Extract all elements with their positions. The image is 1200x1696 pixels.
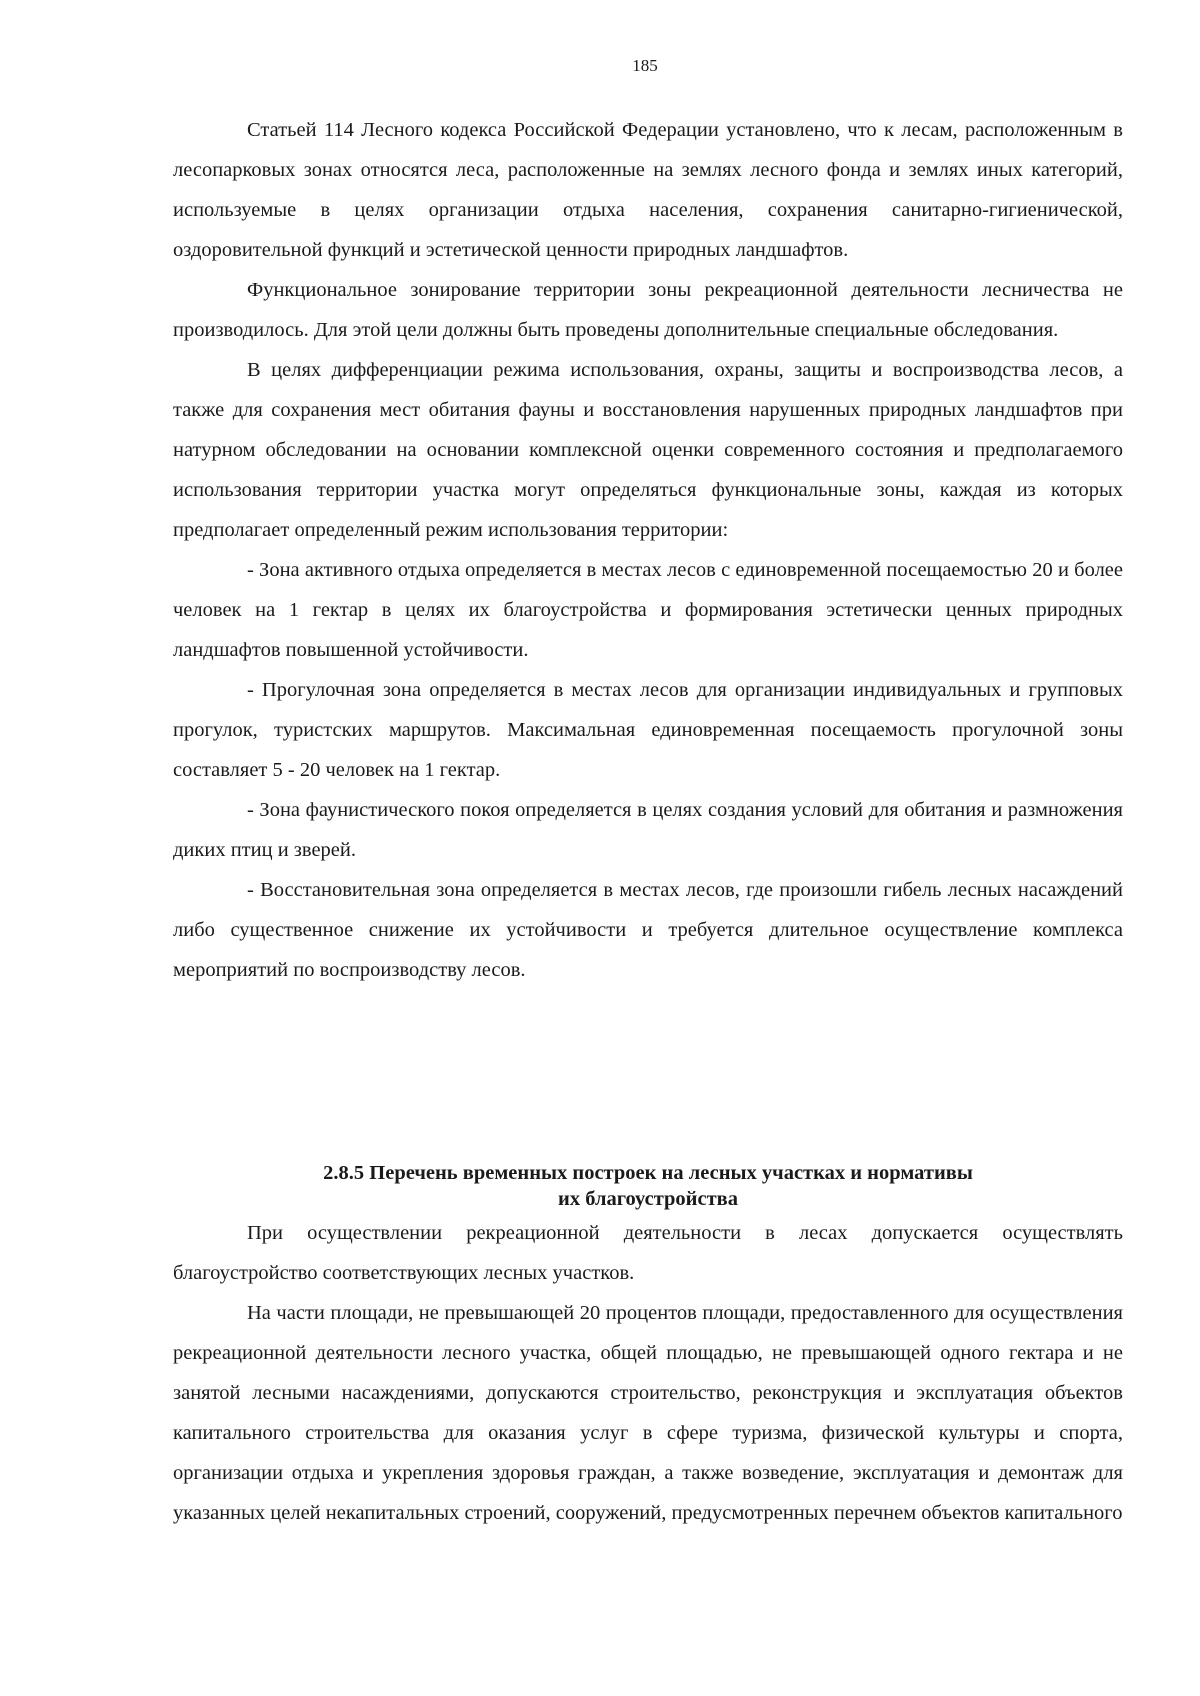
paragraph-forest-code: Статьей 114 Лесного кодекса Российской Федерации установлено, что к лесам, расположенным в лесопарковых зонах относятся леса, расположенные на землях лесного фонда и землях иных категорий, используемые в целях организации отдыха населения, сохранения санитарно-гигиенической, оздоровительной функций и эстетической ценности природных ландшафтов. (173, 119, 1123, 261)
paragraph-restoration-zone: - Восстановительная зона определяется в местах лесов, где произошли гибель лесных насаждений либо существенное снижение их устойчивости и требуется длительное осуществление комплекса мероприятий по воспроизводству лесов. (173, 879, 1123, 981)
section-heading (173, 1160, 1123, 1212)
paragraph-walking-zone: - Прогулочная зона определяется в местах лесов для организации индивидуальных и групповых прогулок, туристских маршрутов. Максимальная единовременная посещаемость прогулочной зоны составляет 5 - 20 человек на 1 гектар. (173, 679, 1123, 781)
paragraph-improvement: При осуществлении рекреационной деятельности в лесах допускается осуществлять благоустройство соответствующих лесных участков. (173, 1222, 1123, 1284)
section-heading-line-2: их благоустройства (558, 1188, 738, 1210)
paragraph-capital-construction: На части площади, не превышающей 20 процентов площади, предоставленного для осуществления рекреационной деятельности лесного участка, общей площадью, не превышающей одного гектара и не занятой лесными насаждениями, допускаются строительство, реконструкция и эксплуатация объектов капитального строительства для оказания услуг в сфере туризма, физической культуры и спорта, организации отдыха и укрепления здоровья граждан, а также возведение, эксплуатация и демонтаж для указанных целей некапитальных строений, сооружений, предусмотренных перечнем объектов капитального (173, 1302, 1123, 1524)
body-text-lower (173, 1213, 1123, 1533)
paragraph-fauna-rest-zone: - Зона фаунистического покоя определяется в целях создания условий для обитания и размножения диких птиц и зверей. (173, 799, 1123, 861)
body-text-upper (173, 110, 1123, 990)
section-heading-line-1: 2.8.5 Перечень временных построек на лесных участках и нормативы (323, 1162, 973, 1184)
paragraph-active-rest-zone: - Зона активного отдыха определяется в местах лесов с единовременной посещаемостью 20 и более человек на 1 гектар в целях их благоустройства и формирования эстетически ценных природных ландшафтов повышенной устойчивости. (173, 559, 1123, 661)
paragraph-functional-zones: В целях дифференциации режима использования, охраны, защиты и воспроизводства лесов, а также для сохранения мест обитания фауны и восстановления нарушенных природных ландшафтов при натурном обследовании на основании комплексной оценки современного состояния и предполагаемого использования территории участка могут определяться функциональные зоны, каждая из которых предполагает определенный режим использования территории: (173, 359, 1123, 541)
page-number: 185 (632, 56, 658, 75)
paragraph-zoning: Функциональное зонирование территории зоны рекреационной деятельности лесничества не производилось. Для этой цели должны быть проведены дополнительные специальные обследования. (173, 279, 1123, 341)
